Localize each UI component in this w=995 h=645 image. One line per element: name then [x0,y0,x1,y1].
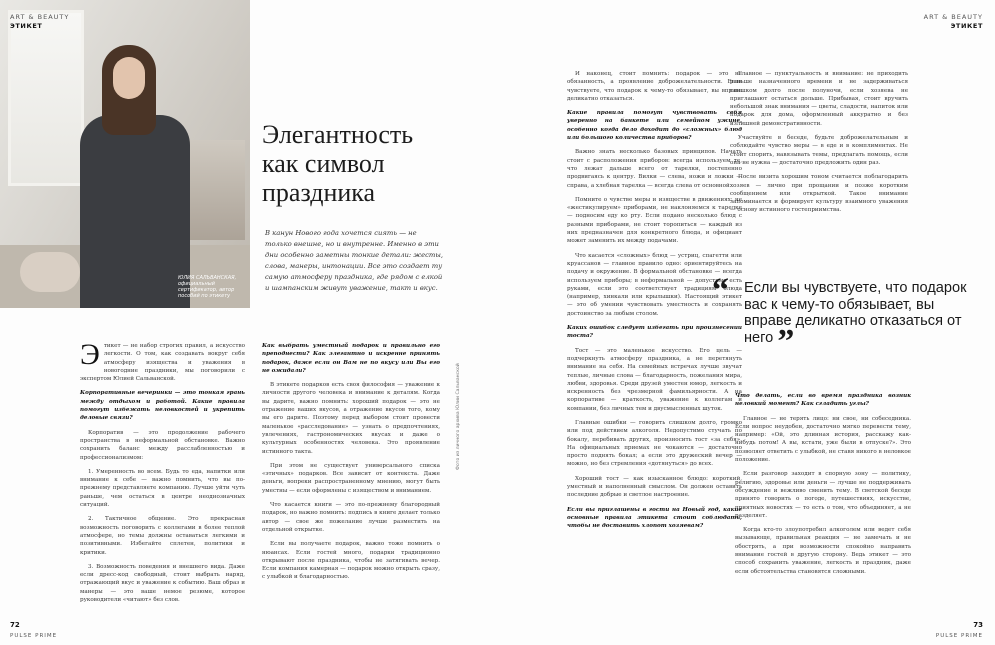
paragraph: После визита хорошим тоном считается поблагодарить хозяев — лично при прощании и позже коротким сообщением или открыткой. Такое внимание запоминается и формирует культуру взаимного уважения — основу истинного гостеприимства. [730,174,908,214]
paragraph: Хороший тост — как изысканное блюдо: короткий, уместный и наполненный смыслом. Он должен оставить последние добрые и светлое настроение. [567,475,742,499]
open-quote-icon: “ [712,272,729,309]
photo-credit: Фото из личного архива Юлии Сальванской [456,363,461,470]
page-number-right: 73 [973,621,983,629]
section-header-right [924,13,983,30]
subsection-label: ЭТИКЕТ [950,22,983,30]
paragraph: В этикете подарков есть своя философия — уважение к личности другого человека и внимание к деталям. Когда вы дарите, важно помнить: хороший подарок — это не отражение ваших вкусов, а отражение вкусов того, кому вы его дарите. Поэтому перед выбором стоит провести маленькое «расследование» — узнать о предпочтениях, увлечениях, гастрономических вкусах и даже о культурных особенностях человека. Это проявление истинного такта. [262,382,440,455]
pull-quote-text: Если вы чувствуете, что подарок вас к чему-то обязывает, вы вправе деликатно отказаться от него [744,280,967,346]
column-4-top [730,70,908,221]
person-face [113,57,145,99]
portrait-photo [0,0,250,308]
question-gifts: Как выбрать уместный подарок и правильно его преподнести? Как элегантно и искренне принять подарок, даже если он Вам не по вкусу или Вы его не ожидали? [262,343,440,374]
pillow-shape [20,252,80,292]
page-number-left: 72 [10,621,20,629]
brand-footer-left: PULSE PRIME [10,633,58,639]
paragraph: Что касается книги — это по-прежнему благородный подарок, но важно помнить: подпись в книге делает только автор — свое же пожелание лучше разместить на отдельной открытке. [262,502,440,533]
pull-quote [712,272,984,360]
column-4-bottom [735,392,911,582]
question-corporate: Корпоративные вечеринки — это тонкая грань между отдыхом и работой. Какие правила помогут избежать неловкостей и укрепить деловые связи? [80,390,245,422]
section-label: ART & BEAUTY [10,13,70,21]
brand-footer-right: PULSE PRIME [935,633,983,639]
paragraph: Когда кто-то злоупотребил алкоголем или ведет себя вызывающе, правильная реакция — не замечать и не обострять, а при возможности спокойно направить внимание гостей в другую сторону. Ведь этикет — это способ сохранить уважение, легкость и праздник, даже если обстоятельства становятся сложными. [735,527,911,575]
column-2 [262,342,440,588]
subsection-label: ЭТИКЕТ [10,22,43,30]
photo-caption: ЮЛИЯ САЛЬВАНСКАЯ, официальный сертификатор, автор пособий по этикету [178,275,237,299]
intro-text: тикет — не набор строгих правил, а искусство легкости. О том, как создавать вокруг себя атмосферу изящества и уважения в новогодние праздники, мы поговорили с экспертом Юлией Сальванской. [80,343,245,383]
paragraph: Что касается «сложных» блюд — устриц, спагетти или круассанов — главное правило одно: ориентируйтесь на подачу и окружение. В формальной обстановке — всегда используем приборы; в неформальной — допустимо есть руками, если это соответствует традициям блюда (например, хинкали или крылышки). Настоящий этикет — это об умении чувствовать уместность и сохранять достоинство за любым столом. [567,252,742,317]
question-awkward: Что делать, если во время праздника возник неловкий момент? Как сгладить углы? [735,393,911,408]
paragraph: 2. Тактичное общение. Это прекрасная возможность поговорить с коллегами в более теплой атмосфере, но темы должны оставаться легкими и позитивными. Избегайте сплетен, политики и критики. [80,516,245,556]
person-body [80,115,190,308]
article-title: Элегантность как символ праздника [262,120,414,207]
paragraph: Помните о чувстве меры и изяществе в движениях: не «жестикулируем» приборами, не наклоняемся к тарелке — подносим еду ко рту. Если подано несколько блюд с разными приборами, не стоит торопиться — каждый из них предназначен для конкретного блюда, и официант может заменить их между подачами. [567,196,742,245]
paragraph: Главные ошибки — говорить слишком долго, громко или под действием алкоголя. Недопустимо стучать по бокалу, перебивать других, произносить тост «за себя». На официальных приемах не чокаются — достаточно просто поднять бокал; а если это дружеский вечер — можно, но без стремления «дотянуться» до всех. [567,419,742,468]
paragraph: При этом не существует универсального списка «этичных» подарков. Все зависит от контекста. Даже деньги, вопреки распространенному мнению, могут быть уместны — если оформлены с изяществом и вниманием. [262,462,440,494]
person-figure [80,45,190,308]
paragraph: 3. Возможность поведения и внешнего вида. Даже если дресс-код свободный, стоит выбрать наряд, отражающий вкус и уважение к событию. Ваш образ и манеры — это ваше немое резюме, которое руководители «читают» без слов. [80,563,245,604]
paragraph: Главное — пунктуальность и внимание: не приходить раньше назначенного времени и не задерживаться слишком долго после полуночи, если хозяева не приглашают остаться дольше. Прибывая, стоит вручить небольшой знак внимания — цветы, сладости, напиток или подарок для дома, оформленный аккуратно и без излишней демонстративности. [730,71,908,127]
paragraph: Участвуйте в беседе, будьте доброжелательным и соблюдайте чувство меры — в еде и в комплиментах. Не стоит спорить, навязывать темы, предлагать помощь, если она не нужна — достаточно предложить один раз. [730,135,908,166]
question-toast: Каких ошибок следует избегать при произнесении тоста? [567,325,742,340]
paragraph: Главное — не терять лицо: ни свое, ни собеседника. Если вопрос неудобен, достаточно мягко перевести тему, например: «Ой, это длинная история, расскажу как-нибудь потом! А вы, кстати, уже были в отпуске?». Это позволяет ответить с улыбкой, не ставя никого в неловкое положение. [735,415,911,464]
section-header-left [10,13,69,30]
window-shape [8,10,84,186]
drop-cap: Э [80,338,100,371]
article-lead: В канун Нового года хочется сиять — не только внешне, но и внутренне. Именно в эти дни особенно заметны тонкие детали: жесты, слова, манеры, интонации. Все это создает ту самую атмосферу праздника, где рядом с елкой и шампанским живут уважение, такт и вкус. [265,229,444,292]
question-guests: Если вы приглашены в гости на Новый год, какие основные правила этикета стоит соблюдать, чтобы не доставить хлопот хозяевам? [567,506,742,530]
paragraph: 1. Умеренность во всем. Будь то еда, напитки или внимание к себе — важно помнить, что вы по-прежнему представляете компанию. Лучше уйти чуть раньше, чем остаться в центре неоднозначных ситуаций. [80,468,245,509]
close-quote-icon: ” [777,322,795,360]
paragraph: И наконец, стоит помнить: подарок — это не обязанность, а проявление доброжелательности. Если чувствуете, что подарок к чему-то обязывает, вы вправе деликатно отказаться. [567,71,742,102]
paragraph: Корпоратив — это продолжение рабочего пространства в неформальной обстановке. Важно сохранить баланс между расслабленностью и профессионализмом: [80,429,245,461]
column-1 [80,338,245,610]
paragraph: Важно знать несколько базовых принципов. Начать стоит с расположения приборов: всегда используем те, что лежат дальше всего от тарелки, постепенно продвигаясь к центру. Вилки — слева, ножи и ложки — справа, а хлебная тарелка — всегда слева от основной. [567,149,742,189]
paragraph: Если вы получаете подарок, важно тоже помнить о нюансах. Если гостей много, подарки традиционно открывают после праздника, чтобы не затягивать вечер. Если компания камерная — подарок можно открыть сразу, с улыбкой и благодарностью. [262,541,440,581]
paragraph: Если разговор заходит в спорную зону — политику, религию, здоровье или деньги — лучше не поддерживать обсуждение и вежливо сменить тему. В светской беседе принято говорить о погоде, путешествиях, искусстве, приятных новостях — то есть о том, что объединяет, а не разделяет. [735,471,911,519]
question-table-manners: Какие правила помогут чувствовать себя уверенно на банкете или семейном ужине, особенно когда дело доходит до «сложных» блюд или большого количества приборов? [567,110,742,142]
paragraph: Тост — это маленькое искусство. Его цель — подчеркнуть атмосферу праздника, а не перетянуть внимание на себя. На семейных встречах лучше звучат теплые, личные слова — благодарность, пожелания мира, любви, здоровья. Среди друзей уместен юмор, легкость и искренность без чрезмерной фамильярности. А на корпоративе — краткость, уважение к коллегам и компании, без личных тем и двусмысленных шуток. [567,347,742,412]
section-label: ART & BEAUTY [923,13,983,21]
